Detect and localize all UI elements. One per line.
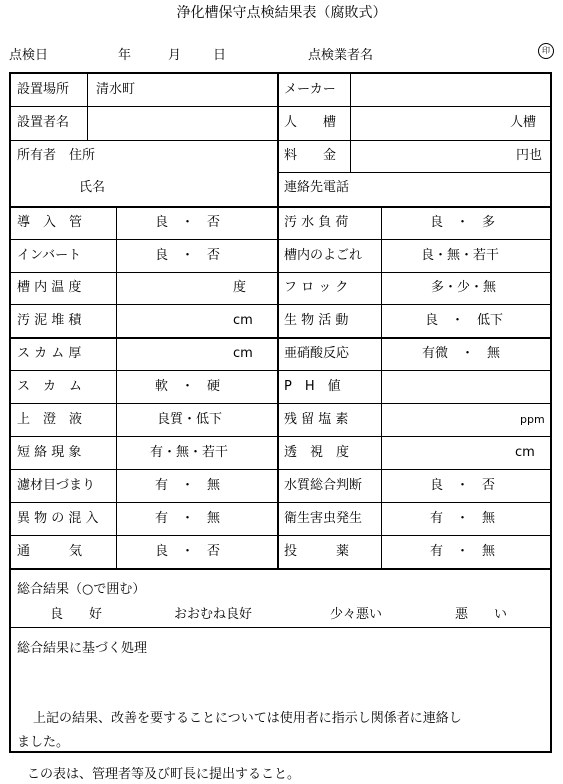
- check-right-label: 亜硝酸反応: [284, 346, 350, 361]
- check-right-label: 投 薬: [284, 544, 350, 559]
- persons-unit: 人槽: [510, 115, 537, 130]
- summary-option-mostly-good[interactable]: おおむね良好: [174, 607, 253, 622]
- check-right-value: ppm: [520, 413, 545, 426]
- action-label: 総合結果に基づく処理: [17, 641, 148, 656]
- check-left-label: 上 澄 液: [17, 412, 83, 427]
- check-left-label: 導 入 管: [17, 215, 83, 230]
- check-right-label: フ ロ ッ ク: [284, 280, 349, 295]
- installer-label: 設置者名: [17, 115, 70, 130]
- check-left-value: cm: [233, 346, 253, 361]
- row-line: [9, 436, 552, 437]
- action-text-line1: 上記の結果、改善を要することについては使用者に指示し関係者に連絡し: [33, 711, 462, 726]
- fee-label: 料 金: [284, 148, 337, 163]
- check-left-value: 度: [233, 280, 247, 295]
- row-line: [9, 627, 552, 628]
- summary-label: 総合結果（○で囲む）: [17, 582, 146, 597]
- persons-label: 人 槽: [284, 115, 337, 130]
- check-left-value: 良 ・ 否: [155, 248, 221, 263]
- check-left-value: cm: [233, 313, 253, 328]
- check-right-value: cm: [515, 445, 535, 460]
- col-line: [116, 206, 117, 568]
- check-right-value: 有 ・ 無: [430, 544, 496, 559]
- check-left-label: 異 物 の 混 入: [17, 511, 99, 526]
- check-right-label: 衛生害虫発生: [284, 511, 363, 526]
- location-value: 清水町: [96, 82, 136, 97]
- check-left-value: 有 ・ 無: [155, 478, 221, 493]
- check-left-label: 汚 泥 堆 積: [17, 313, 82, 328]
- center-divider: [277, 72, 279, 568]
- seal-mark: 印: [538, 43, 554, 59]
- check-left-label: ス カ ム: [17, 379, 83, 394]
- row-line: [9, 370, 552, 371]
- check-right-label: 汚 水 負 荷: [284, 215, 349, 230]
- check-left-value: 軟 ・ 硬: [155, 379, 221, 394]
- maker-label: メーカー: [284, 82, 336, 97]
- check-left-value: 良 ・ 否: [155, 215, 221, 230]
- col-line: [350, 72, 351, 172]
- action-text-line2: ました。: [17, 735, 70, 750]
- check-right-value: 良 ・ 低下: [425, 313, 504, 328]
- check-left-label: インバート: [17, 248, 82, 263]
- summary-option-good[interactable]: 良 好: [50, 607, 103, 622]
- check-right-label: 透 視 度: [284, 445, 350, 460]
- owner-address-label: 所有者 住所: [17, 148, 96, 163]
- check-right-label: 槽内のよごれ: [284, 248, 363, 263]
- row-line: [9, 106, 552, 107]
- year-label: 年: [118, 48, 132, 63]
- fee-unit: 円也: [516, 148, 543, 163]
- summary-option-bad[interactable]: 悪 い: [455, 607, 508, 622]
- check-left-label: 短 絡 現 象: [17, 445, 82, 460]
- col-line: [381, 206, 382, 568]
- check-left-label: ス カ ム 厚: [17, 346, 82, 361]
- check-left-value: 良質・低下: [157, 412, 223, 427]
- row-line: [9, 403, 552, 404]
- check-right-label: 残 留 塩 素: [284, 412, 349, 427]
- inspection-date-label: 点検日: [9, 48, 49, 63]
- check-right-label: P H 値: [284, 379, 341, 394]
- check-right-value: 有 ・ 無: [430, 511, 496, 526]
- check-left-value: 良 ・ 否: [155, 544, 221, 559]
- footer-note: この表は、管理者等及び町長に提出すること。: [27, 767, 301, 782]
- month-label: 月: [168, 48, 182, 63]
- check-right-label: 生 物 活 動: [284, 313, 349, 328]
- day-label: 日: [213, 48, 227, 63]
- inspector-label: 点検業者名: [308, 48, 374, 63]
- contact-label: 連絡先電話: [284, 180, 350, 195]
- check-left-label: 通 気: [17, 544, 83, 559]
- row-line: [9, 568, 552, 570]
- check-right-value: 良 ・ 多: [430, 215, 496, 230]
- check-left-label: 濾材目づまり: [17, 478, 96, 493]
- check-right-value: 有微 ・ 無: [422, 346, 501, 361]
- check-right-label: 水質総合判断: [284, 478, 363, 493]
- check-right-value: 良・無・若干: [421, 248, 500, 263]
- check-left-label: 槽 内 温 度: [17, 280, 82, 295]
- page-title: 浄化槽保守点検結果表（腐敗式）: [176, 5, 387, 21]
- location-label: 設置場所: [17, 82, 70, 97]
- summary-option-somewhat-bad[interactable]: 少々悪い: [330, 607, 383, 622]
- check-right-value: 良 ・ 否: [430, 478, 496, 493]
- owner-name-label: 氏名: [79, 180, 106, 195]
- check-left-value: 有 ・ 無: [155, 511, 221, 526]
- check-left-value: 有・無・若干: [150, 445, 229, 460]
- col-line: [87, 72, 88, 140]
- check-right-value: 多・少・無: [431, 280, 497, 295]
